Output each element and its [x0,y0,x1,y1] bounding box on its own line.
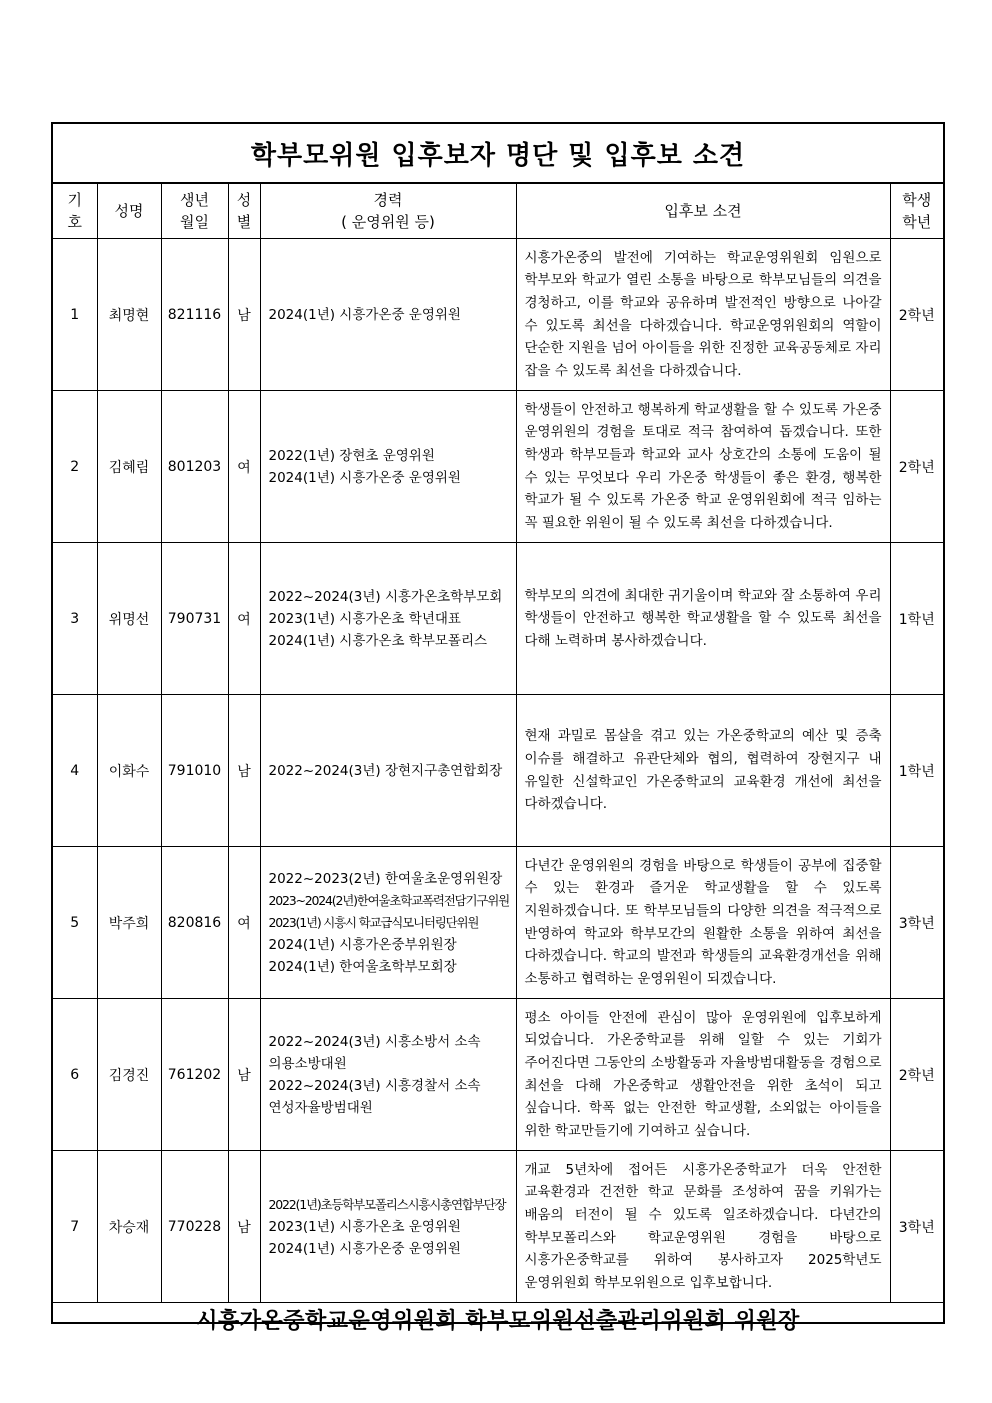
candidate-name: 김혜림 [97,391,161,543]
candidate-opinion: 다년간 운영위원의 경험을 바탕으로 학생들이 공부에 집중할 수 있는 환경과 즐거운 학교생활을 할 수 있도록 지원하겠습니다. 또 학부모님들의 다양한 의견을 적극적으로 반영하여 학교와 학부모간의 원활한 소통을 위하여 최선을 다하겠습니다. 학교의 발전과 학생들의 교육환경개선을 위해 소통하고 협력하는 운영위원이 되겠습니다. [516,847,890,999]
candidate-name: 이화수 [97,695,161,847]
header-name: 성명 [97,184,161,239]
candidate-number: 2 [53,391,97,543]
candidate-birth: 761202 [161,999,228,1151]
career-line: 2022~2024(3년) 시흥소방서 소속 [268,1033,481,1050]
document-footer-signature: 시흥가온중학교운영위원회 학부모위원선출관리위원회 위원장 [196,1307,800,1334]
candidate-number: 1 [53,239,97,391]
career-line: 2022~2024(3년) 시흥경찰서 소속 [268,1077,481,1094]
candidate-name: 차승재 [97,1151,161,1303]
career-line: 의용소방대원 [268,1055,347,1072]
candidate-gender: 남 [228,1151,260,1303]
candidate-opinion: 평소 아이들 안전에 관심이 많아 운영위원에 입후보하게 되었습니다. 가온중학교를 위해 일할 수 있는 기회가 주어진다면 그동안의 소방활동과 자율방범대활동을 경험으로 최선을 다해 가온중학교 생활안전을 위한 초석이 되고 싶습니다. 학폭 없는 안전한 학교생활, 소외없는 아이들을 위한 학교만들기에 기여하고 싶습니다. [516,999,890,1151]
candidate-number: 7 [53,1151,97,1303]
candidate-career [260,391,516,543]
career-line: 2024(1년) 시흥가온초 학부모폴리스 [268,632,488,649]
candidate-number: 3 [53,543,97,695]
table-row [53,999,943,1151]
candidate-grade: 2학년 [890,391,943,543]
career-line: 2024(1년) 시흥가온중 운영위원 [268,306,461,323]
candidate-career [260,999,516,1151]
candidate-grade: 1학년 [890,695,943,847]
candidate-number: 5 [53,847,97,999]
candidate-gender: 남 [228,239,260,391]
career-line: 2024(1년) 시흥가온중부위원장 [268,936,457,953]
career-line: 2022(1년) 장현초 운영위원 [268,447,435,464]
candidate-career [260,543,516,695]
candidate-name: 최명현 [97,239,161,391]
career-line: 2022(1년)초등학부모폴리스시흥시총연합부단장 [268,1196,506,1212]
candidate-gender: 여 [228,391,260,543]
candidate-opinion: 학생들이 안전하고 행복하게 학교생활을 할 수 있도록 가온중 운영위원의 경험을 토대로 적극 참여하여 돕겠습니다. 또한 학생과 학부모들과 학교와 교사 상호간의 소통에 도움이 될 수 있는 무엇보다 우리 가온중 학생들이 좋은 환경, 행복한 학교가 될 수 있도록 가온중 학교 운영위원회에 적극 임하는 꼭 필요한 위원이 될 수 있도록 최선을 다하겠습니다. [516,391,890,543]
candidate-birth: 790731 [161,543,228,695]
candidate-number: 6 [53,999,97,1151]
candidate-table [53,183,943,1303]
candidate-gender: 여 [228,847,260,999]
candidate-grade: 3학년 [890,1151,943,1303]
candidate-grade: 2학년 [890,999,943,1151]
header-grade: 학생 학년 [890,184,943,239]
candidate-birth: 770228 [161,1151,228,1303]
career-line: 2024(1년) 시흥가온중 운영위원 [268,1240,461,1257]
header-birth: 생년 월일 [161,184,228,239]
candidate-number: 4 [53,695,97,847]
candidate-document [51,122,945,1334]
career-line: 2024(1년) 한여울초학부모회장 [268,958,457,975]
candidate-name: 김경진 [97,999,161,1151]
candidate-birth: 801203 [161,391,228,543]
candidate-birth: 821116 [161,239,228,391]
career-line: 2023(1년) 시흥가온초 학년대표 [268,610,461,627]
candidate-gender: 남 [228,695,260,847]
header-opinion: 입후보 소견 [516,184,890,239]
candidate-career [260,1151,516,1303]
candidate-grade: 3학년 [890,847,943,999]
table-row [53,543,943,695]
table-row [53,695,943,847]
header-gender: 성 별 [228,184,260,239]
candidate-opinion: 학부모의 의견에 최대한 귀기울이며 학교와 잘 소통하여 우리 학생들이 안전하고 행복한 학교생활을 할 수 있도록 최선을 다해 노력하며 봉사하겠습니다. [516,543,890,695]
candidate-opinion: 현재 과밀로 몸살을 겪고 있는 가온중학교의 예산 및 증축 이슈를 해결하고 유관단체와 협의, 협력하여 장현지구 내 유일한 신설학교인 가온중학교의 교육환경 개선에 최선을 다하겠습니다. [516,695,890,847]
career-line: 2024(1년) 시흥가온중 운영위원 [268,469,461,486]
table-row [53,1151,943,1303]
table-header-row [53,184,943,239]
candidate-name: 위명선 [97,543,161,695]
table-row [53,239,943,391]
candidate-name: 박주희 [97,847,161,999]
candidate-career [260,847,516,999]
candidate-gender: 남 [228,999,260,1151]
document-title: 학부모위원 입후보자 명단 및 입후보 소견 [53,124,943,183]
table-row [53,847,943,999]
candidate-career [260,239,516,391]
candidate-birth: 791010 [161,695,228,847]
candidate-opinion: 시흥가온중의 발전에 기여하는 학교운영위원회 임원으로 학부모와 학교가 열린 소통을 바탕으로 학부모님들의 의견을 경청하고, 이를 학교와 공유하며 발전적인 방향으로 나아갈 수 있도록 최선을 다하겠습니다. 학교운영위원회의 역할이 단순한 지원을 넘어 아이들을 위한 진정한 교육공동체로 자리 잡을 수 있도록 최선을 다하겠습니다. [516,239,890,391]
candidate-career [260,695,516,847]
candidate-opinion: 개교 5년차에 접어든 시흥가온중학교가 더욱 안전한 교육환경과 건전한 학교 문화를 조성하여 꿈을 키워가는 배움의 터전이 될 수 있도록 일조하겠습니다. 다년간의 학부모폴리스와 학교운영위원 경험을 바탕으로 시흥가온중학교를 위하여 봉사하고자 2025학년도 운영위원회 학부모위원으로 입후보합니다. [516,1151,890,1303]
header-number: 기 호 [53,184,97,239]
career-line: 2022~2023(2년) 한여울초운영위원장 [268,870,503,887]
career-line: 2022~2024(3년) 장현지구총연합회장 [268,762,503,779]
career-line: 2023~2024(2년)한여울초학교폭력전담기구위원 [268,892,510,908]
candidate-gender: 여 [228,543,260,695]
career-line: 연성자율방범대원 [268,1099,373,1116]
candidate-grade: 2학년 [890,239,943,391]
candidate-grade: 1학년 [890,543,943,695]
career-line: 2023(1년) 시흥시 학교급식모니터링단위원 [268,914,479,930]
career-line: 2022~2024(3년) 시흥가온초학부모회 [268,588,503,605]
header-career: 경력 ( 운영위원 등) [260,184,516,239]
table-row [53,391,943,543]
career-line: 2023(1년) 시흥가온초 운영위원 [268,1218,461,1235]
candidate-birth: 820816 [161,847,228,999]
